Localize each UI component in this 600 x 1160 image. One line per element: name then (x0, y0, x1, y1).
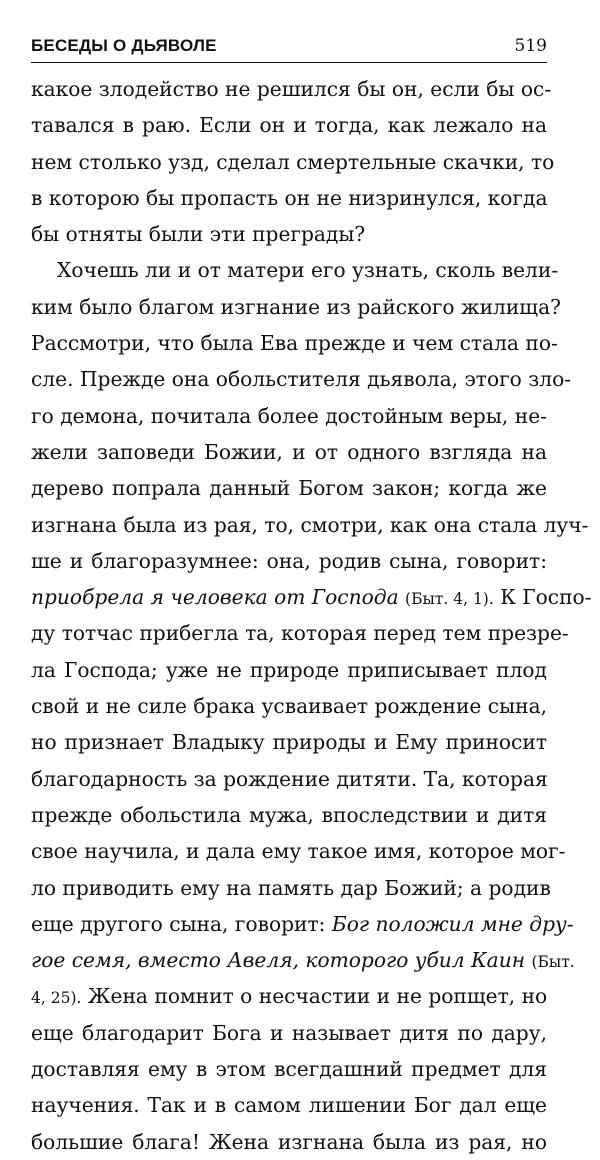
text-line (31, 434, 547, 470)
text-line (31, 543, 547, 579)
text-line (31, 289, 561, 325)
text-run: доставляя ему в этом всегдашний предмет для (31, 1057, 547, 1082)
text-line (31, 906, 574, 942)
text-run: ло приводить ему на память дар Божий; а родив (31, 875, 551, 900)
text-line (31, 942, 575, 978)
text-run: благодарность за рождение дитяти. Та, которая (31, 766, 548, 791)
text-line (31, 615, 569, 651)
text-run: тавался в раю. Если он и тогда, как лежало на (31, 113, 547, 138)
text-run: большие блага! Жена изгнана была из рая, но (31, 1129, 547, 1154)
text-run: жели заповеди Божии, и от одного взгляда на (31, 439, 547, 464)
text-run: бы отняты были эти преграды? (31, 222, 366, 247)
scripture-quote: Бог положил мне дру- (331, 911, 574, 936)
text-run: научения. Так и в самом лишении Бог дал еще (31, 1093, 547, 1118)
text-run: еще другого сына, говорит: (31, 911, 332, 936)
text-run: в которою бы пропасть он не низринулся, когда (31, 185, 548, 210)
text-line (31, 216, 547, 252)
text-run: дерево попрала данный Богом закон; когда же (31, 476, 547, 501)
bible-reference: (Быт. (531, 953, 575, 972)
text-line (31, 361, 572, 397)
text-run: ким было благом изгнание из райского жилища? (31, 294, 561, 319)
text-line (31, 1124, 547, 1160)
text-line (31, 71, 552, 107)
text-line (31, 252, 559, 288)
text-line (31, 1015, 547, 1051)
text-run: К Госпо- (493, 585, 592, 610)
text-line (31, 180, 547, 216)
text-line (31, 579, 592, 615)
text-run: ду тотчас прибегла та, которая перед тем презре- (31, 621, 569, 646)
text-line (31, 507, 589, 543)
text-line (31, 761, 547, 797)
text-run: но признает Владыку природы и Ему приносит (31, 730, 547, 755)
text-line (31, 978, 547, 1014)
text-line (31, 870, 551, 906)
text-line (31, 1087, 547, 1123)
text-run: свой и не силе брака усваивает рождение сына, (31, 694, 548, 719)
text-line (31, 1051, 547, 1087)
text-run: ше и благоразумнее: она, родив сына, говорит: (31, 548, 547, 573)
text-run: ла Господа; уже не природе приписывает плод (31, 657, 547, 682)
scripture-quote: гое семя, вместо Авеля, которого убил Каин (31, 948, 526, 973)
body-text (31, 71, 592, 1160)
text-run: Жена помнит о несчастии и не ропщет, но (81, 984, 548, 1009)
text-run: еще благодарит Бога и называет дитя по дару, (31, 1020, 547, 1045)
text-run: изгнана была из рая, то, смотри, как она стала луч- (31, 512, 589, 537)
text-run: го демона, почитала более достойным веры, не- (31, 403, 547, 428)
text-run: сле. Прежде она обольстителя дьявола, этого зло- (31, 367, 572, 392)
text-run: свое научила, и дала ему такое имя, которое мог- (31, 839, 566, 864)
text-line (31, 470, 547, 506)
text-line (31, 652, 547, 688)
text-line (31, 398, 547, 434)
text-line (31, 724, 547, 760)
text-line (31, 325, 558, 361)
text-run: прежде обольстила мужа, впоследствии и дитя (31, 802, 547, 827)
text-line (31, 144, 555, 180)
text-line (31, 688, 547, 724)
scripture-quote: приобрела я человека от Господа (31, 585, 399, 610)
running-head (31, 36, 547, 63)
text-line (31, 833, 566, 869)
bible-reference: (Быт. 4, 1). (405, 590, 494, 609)
text-run: Хочешь ли и от матери его узнать, сколь вели- (57, 258, 559, 283)
text-run: нем столько узд, сделал смертельные скачки, то (31, 149, 555, 174)
text-run: Рассмотри, что была Ева прежде и чем стала по- (31, 331, 558, 356)
text-run: какое злодейство не решился бы он, если бы ос- (31, 77, 552, 101)
text-line (31, 107, 547, 143)
running-title: БЕСЕДЫ О ДЬЯВОЛЕ (31, 36, 217, 55)
text-line (31, 797, 547, 833)
page-number: 519 (514, 36, 547, 56)
bible-reference: 4, 25). (31, 989, 82, 1008)
